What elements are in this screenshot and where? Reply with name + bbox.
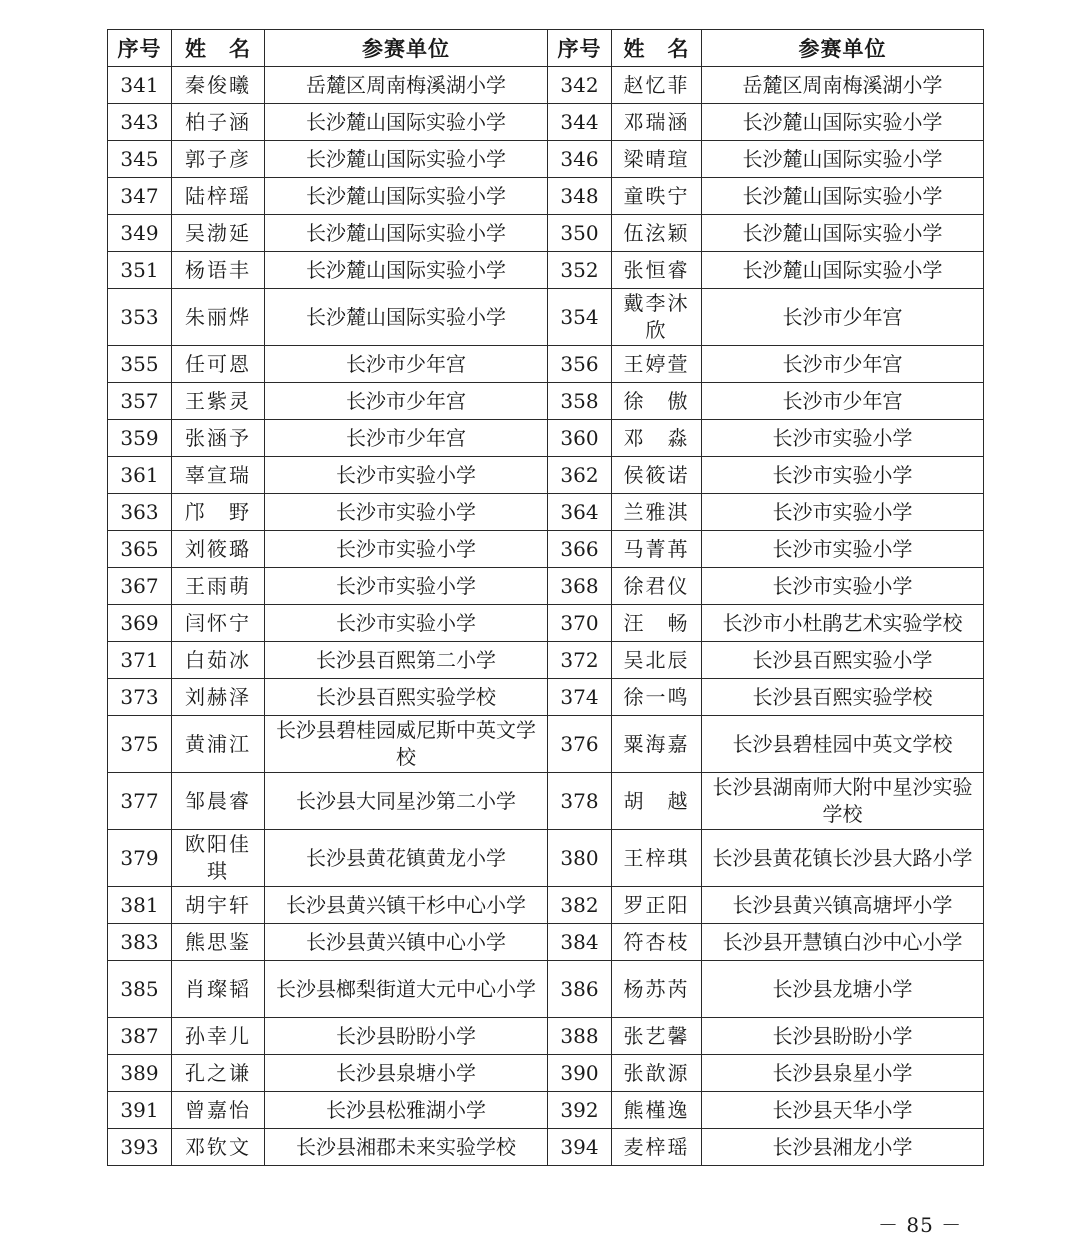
unit-cell: 长沙麓山国际实验小学 xyxy=(265,289,548,346)
header-name: 姓 名 xyxy=(612,30,702,67)
serial-cell: 394 xyxy=(548,1129,612,1166)
table-row xyxy=(108,716,984,773)
unit-cell: 长沙县黄花镇黄龙小学 xyxy=(265,830,548,887)
unit-cell: 长沙市实验小学 xyxy=(265,494,548,531)
unit-cell: 长沙市少年宫 xyxy=(265,420,548,457)
name-cell: 吴渤延 xyxy=(172,215,265,252)
unit-cell: 长沙县百熙实验小学 xyxy=(702,642,984,679)
unit-cell: 长沙麓山国际实验小学 xyxy=(265,104,548,141)
table-row xyxy=(108,830,984,887)
table-row xyxy=(108,67,984,104)
unit-cell: 长沙市少年宫 xyxy=(265,346,548,383)
name-cell: 黄浦江 xyxy=(172,716,265,773)
name-cell: 熊思鉴 xyxy=(172,924,265,961)
unit-cell: 长沙县泉星小学 xyxy=(702,1055,984,1092)
unit-cell: 长沙县百熙第二小学 xyxy=(265,642,548,679)
unit-cell: 长沙麓山国际实验小学 xyxy=(702,178,984,215)
unit-cell: 长沙县黄兴镇高塘坪小学 xyxy=(702,887,984,924)
unit-cell: 长沙县泉塘小学 xyxy=(265,1055,548,1092)
serial-cell: 350 xyxy=(548,215,612,252)
unit-cell: 长沙县天华小学 xyxy=(702,1092,984,1129)
serial-cell: 385 xyxy=(108,961,172,1018)
name-cell: 王紫灵 xyxy=(172,383,265,420)
unit-cell: 长沙市实验小学 xyxy=(702,568,984,605)
serial-cell: 374 xyxy=(548,679,612,716)
unit-cell: 长沙县龙塘小学 xyxy=(702,961,984,1018)
serial-cell: 376 xyxy=(548,716,612,773)
serial-cell: 391 xyxy=(108,1092,172,1129)
name-cell: 欧阳佳琪 xyxy=(172,830,265,887)
name-cell: 徐君仪 xyxy=(612,568,702,605)
name-cell: 张艺馨 xyxy=(612,1018,702,1055)
name-cell: 张恒睿 xyxy=(612,252,702,289)
name-cell: 汪 畅 xyxy=(612,605,702,642)
serial-cell: 344 xyxy=(548,104,612,141)
name-cell: 张歆源 xyxy=(612,1055,702,1092)
table-row xyxy=(108,924,984,961)
name-cell: 赵忆菲 xyxy=(612,67,702,104)
unit-cell: 长沙县黄兴镇中心小学 xyxy=(265,924,548,961)
serial-cell: 353 xyxy=(108,289,172,346)
unit-cell: 长沙市实验小学 xyxy=(265,531,548,568)
name-cell: 肖璨韬 xyxy=(172,961,265,1018)
serial-cell: 365 xyxy=(108,531,172,568)
serial-cell: 390 xyxy=(548,1055,612,1092)
award-roster-table xyxy=(107,29,984,1166)
unit-cell: 长沙市实验小学 xyxy=(702,531,984,568)
serial-cell: 378 xyxy=(548,773,612,830)
name-cell: 王梓琪 xyxy=(612,830,702,887)
serial-cell: 347 xyxy=(108,178,172,215)
name-cell: 邝 野 xyxy=(172,494,265,531)
serial-cell: 357 xyxy=(108,383,172,420)
serial-cell: 393 xyxy=(108,1129,172,1166)
name-cell: 王婷萱 xyxy=(612,346,702,383)
table-row xyxy=(108,252,984,289)
unit-cell: 长沙县盼盼小学 xyxy=(702,1018,984,1055)
table-row xyxy=(108,178,984,215)
name-cell: 胡宇轩 xyxy=(172,887,265,924)
table-row xyxy=(108,887,984,924)
serial-cell: 366 xyxy=(548,531,612,568)
name-cell: 童昳宁 xyxy=(612,178,702,215)
name-cell: 熊槿逸 xyxy=(612,1092,702,1129)
name-cell: 杨苏芮 xyxy=(612,961,702,1018)
unit-cell: 长沙县盼盼小学 xyxy=(265,1018,548,1055)
unit-cell: 长沙县黄花镇长沙县大路小学 xyxy=(702,830,984,887)
name-cell: 陆梓瑶 xyxy=(172,178,265,215)
table-row xyxy=(108,568,984,605)
name-cell: 刘筱璐 xyxy=(172,531,265,568)
serial-cell: 370 xyxy=(548,605,612,642)
serial-cell: 349 xyxy=(108,215,172,252)
name-cell: 柏子涵 xyxy=(172,104,265,141)
serial-cell: 351 xyxy=(108,252,172,289)
name-cell: 白茹冰 xyxy=(172,642,265,679)
name-cell: 麦梓瑶 xyxy=(612,1129,702,1166)
name-cell: 王雨萌 xyxy=(172,568,265,605)
unit-cell: 长沙市少年宫 xyxy=(702,383,984,420)
serial-cell: 354 xyxy=(548,289,612,346)
unit-cell: 长沙麓山国际实验小学 xyxy=(265,178,548,215)
name-cell: 邓 淼 xyxy=(612,420,702,457)
header-serial: 序号 xyxy=(548,30,612,67)
name-cell: 任可恩 xyxy=(172,346,265,383)
unit-cell: 长沙县百熙实验学校 xyxy=(702,679,984,716)
name-cell: 闫怀宁 xyxy=(172,605,265,642)
serial-cell: 380 xyxy=(548,830,612,887)
unit-cell: 长沙麓山国际实验小学 xyxy=(265,252,548,289)
serial-cell: 343 xyxy=(108,104,172,141)
table-row xyxy=(108,1018,984,1055)
serial-cell: 356 xyxy=(548,346,612,383)
serial-cell: 346 xyxy=(548,141,612,178)
unit-cell: 长沙麓山国际实验小学 xyxy=(702,252,984,289)
table-row xyxy=(108,383,984,420)
serial-cell: 352 xyxy=(548,252,612,289)
page-number: － 85 － xyxy=(878,1213,963,1237)
name-cell: 刘赫泽 xyxy=(172,679,265,716)
serial-cell: 342 xyxy=(548,67,612,104)
table-row xyxy=(108,1055,984,1092)
unit-cell: 长沙县榔梨街道大元中心小学 xyxy=(265,961,548,1018)
name-cell: 朱丽烨 xyxy=(172,289,265,346)
table-row xyxy=(108,1092,984,1129)
unit-cell: 长沙麓山国际实验小学 xyxy=(702,215,984,252)
table-row xyxy=(108,1129,984,1166)
serial-cell: 383 xyxy=(108,924,172,961)
name-cell: 罗正阳 xyxy=(612,887,702,924)
name-cell: 杨语丰 xyxy=(172,252,265,289)
unit-cell: 长沙县百熙实验学校 xyxy=(265,679,548,716)
unit-cell: 长沙县松雅湖小学 xyxy=(265,1092,548,1129)
unit-cell: 长沙县黄兴镇干杉中心小学 xyxy=(265,887,548,924)
serial-cell: 388 xyxy=(548,1018,612,1055)
table-row xyxy=(108,420,984,457)
unit-cell: 长沙县湘郡未来实验学校 xyxy=(265,1129,548,1166)
table-row xyxy=(108,457,984,494)
table-row xyxy=(108,346,984,383)
serial-cell: 364 xyxy=(548,494,612,531)
serial-cell: 359 xyxy=(108,420,172,457)
table-row xyxy=(108,642,984,679)
name-cell: 戴李沐欣 xyxy=(612,289,702,346)
table-row xyxy=(108,679,984,716)
unit-cell: 长沙市实验小学 xyxy=(265,457,548,494)
name-cell: 曾嘉怡 xyxy=(172,1092,265,1129)
unit-cell: 长沙县大同星沙第二小学 xyxy=(265,773,548,830)
serial-cell: 377 xyxy=(108,773,172,830)
serial-cell: 345 xyxy=(108,141,172,178)
unit-cell: 长沙市实验小学 xyxy=(265,568,548,605)
name-cell: 吴北辰 xyxy=(612,642,702,679)
table-row xyxy=(108,531,984,568)
serial-cell: 375 xyxy=(108,716,172,773)
serial-cell: 381 xyxy=(108,887,172,924)
table-row xyxy=(108,104,984,141)
unit-cell: 长沙市少年宫 xyxy=(702,289,984,346)
unit-cell: 长沙市实验小学 xyxy=(702,420,984,457)
unit-cell: 长沙麓山国际实验小学 xyxy=(265,141,548,178)
name-cell: 郭子彦 xyxy=(172,141,265,178)
serial-cell: 361 xyxy=(108,457,172,494)
serial-cell: 379 xyxy=(108,830,172,887)
table-row xyxy=(108,141,984,178)
unit-cell: 长沙麓山国际实验小学 xyxy=(265,215,548,252)
serial-cell: 367 xyxy=(108,568,172,605)
table-row xyxy=(108,494,984,531)
unit-cell: 长沙市实验小学 xyxy=(265,605,548,642)
name-cell: 秦俊曦 xyxy=(172,67,265,104)
serial-cell: 384 xyxy=(548,924,612,961)
serial-cell: 358 xyxy=(548,383,612,420)
name-cell: 邓瑞涵 xyxy=(612,104,702,141)
name-cell: 马菁苒 xyxy=(612,531,702,568)
table-row xyxy=(108,289,984,346)
unit-cell: 长沙县开慧镇白沙中心小学 xyxy=(702,924,984,961)
serial-cell: 371 xyxy=(108,642,172,679)
unit-cell: 岳麓区周南梅溪湖小学 xyxy=(265,67,548,104)
serial-cell: 386 xyxy=(548,961,612,1018)
name-cell: 辜宣瑞 xyxy=(172,457,265,494)
unit-cell: 长沙麓山国际实验小学 xyxy=(702,141,984,178)
table-row xyxy=(108,961,984,1018)
name-cell: 侯筱诺 xyxy=(612,457,702,494)
name-cell: 兰雅淇 xyxy=(612,494,702,531)
unit-cell: 长沙市小杜鹃艺术实验学校 xyxy=(702,605,984,642)
serial-cell: 369 xyxy=(108,605,172,642)
serial-cell: 382 xyxy=(548,887,612,924)
serial-cell: 373 xyxy=(108,679,172,716)
serial-cell: 355 xyxy=(108,346,172,383)
name-cell: 邓钦文 xyxy=(172,1129,265,1166)
table-row xyxy=(108,215,984,252)
table-row xyxy=(108,773,984,830)
unit-cell: 长沙县湘龙小学 xyxy=(702,1129,984,1166)
name-cell: 孙幸儿 xyxy=(172,1018,265,1055)
unit-cell: 长沙县碧桂园中英文学校 xyxy=(702,716,984,773)
serial-cell: 341 xyxy=(108,67,172,104)
serial-cell: 368 xyxy=(548,568,612,605)
unit-cell: 长沙麓山国际实验小学 xyxy=(702,104,984,141)
name-cell: 胡 越 xyxy=(612,773,702,830)
name-cell: 孔之谦 xyxy=(172,1055,265,1092)
serial-cell: 348 xyxy=(548,178,612,215)
unit-cell: 长沙市实验小学 xyxy=(702,494,984,531)
name-cell: 梁晴瑄 xyxy=(612,141,702,178)
serial-cell: 389 xyxy=(108,1055,172,1092)
unit-cell: 岳麓区周南梅溪湖小学 xyxy=(702,67,984,104)
serial-cell: 372 xyxy=(548,642,612,679)
name-cell: 伍泫颖 xyxy=(612,215,702,252)
serial-cell: 387 xyxy=(108,1018,172,1055)
serial-cell: 362 xyxy=(548,457,612,494)
serial-cell: 392 xyxy=(548,1092,612,1129)
unit-cell: 长沙市少年宫 xyxy=(702,346,984,383)
name-cell: 粟海嘉 xyxy=(612,716,702,773)
header-serial: 序号 xyxy=(108,30,172,67)
unit-cell: 长沙县湖南师大附中星沙实验学校 xyxy=(702,773,984,830)
table-row xyxy=(108,605,984,642)
header-unit: 参赛单位 xyxy=(265,30,548,67)
header-name: 姓 名 xyxy=(172,30,265,67)
name-cell: 徐一鸣 xyxy=(612,679,702,716)
name-cell: 邹晨睿 xyxy=(172,773,265,830)
unit-cell: 长沙市实验小学 xyxy=(702,457,984,494)
table-body xyxy=(108,67,984,1166)
name-cell: 张涵予 xyxy=(172,420,265,457)
unit-cell: 长沙市少年宫 xyxy=(265,383,548,420)
name-cell: 徐 傲 xyxy=(612,383,702,420)
serial-cell: 360 xyxy=(548,420,612,457)
table-header-row xyxy=(108,30,984,67)
serial-cell: 363 xyxy=(108,494,172,531)
name-cell: 符杏枝 xyxy=(612,924,702,961)
unit-cell: 长沙县碧桂园威尼斯中英文学校 xyxy=(265,716,548,773)
header-unit: 参赛单位 xyxy=(702,30,984,67)
